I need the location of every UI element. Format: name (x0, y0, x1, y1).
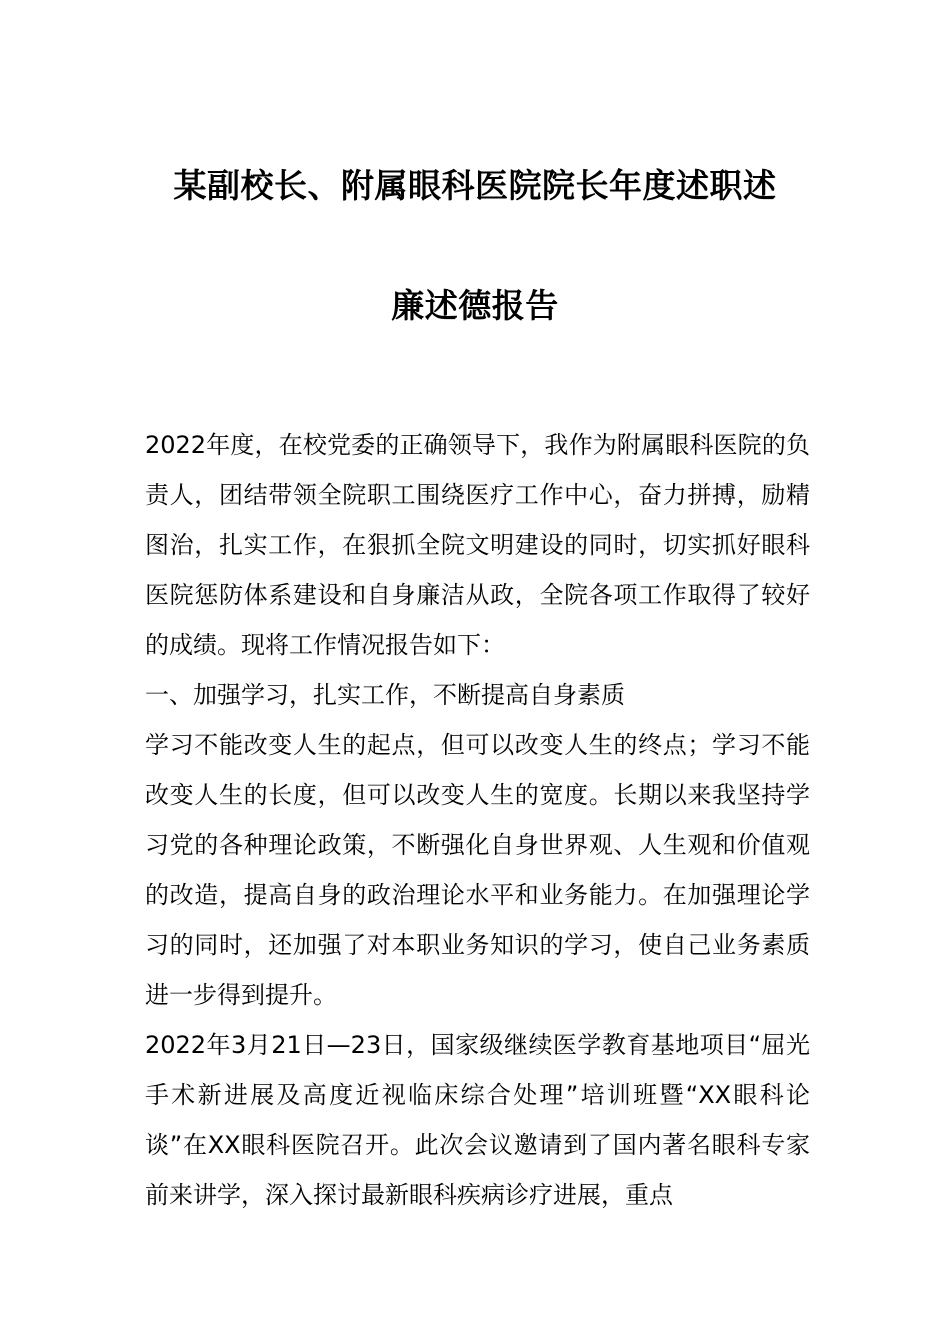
paragraph-training: 2022年3月21日—23日，国家级继续医学教育基地项目“屈光手术新进展及高度近视临床综合处理”培训班暨“XX眼科论谈”在XX眼科医院召开。此次会议邀请到了国内著名眼科专家前来讲学，深入探讨最新眼科疾病诊疗进展，重点 (145, 1031, 810, 1209)
section-heading-1: 一、加强学习，扎实工作，不断提高自身素质 (145, 681, 625, 709)
document-title-line-1: 某副校长、附属眼科医院院长年度述职述 (173, 166, 777, 205)
paragraph-study: 学习不能改变人生的起点，但可以改变人生的终点；学习不能改变人生的长度，但可以改变人生的宽度。长期以来我坚持学习党的各种理论政策，不断强化自身世界观、人生观和价值观的改造，提高自身的政治理论水平和业务能力。在加强理论学习的同时，还加强了对本职业务知识的学习，使自己业务素质进一步得到提升。 (145, 731, 810, 1009)
document-body (145, 420, 810, 1220)
paragraph-intro: 2022年度，在校党委的正确领导下，我作为附属眼科医院的负责人，团结带领全院职工围绕医疗工作中心，奋力拼搏，励精图治，扎实工作，在狠抓全院文明建设的同时，切实抓好眼科医院惩防体系建设和自身廉洁从政，全院各项工作取得了较好的成绩。现将工作情况报告如下： (145, 431, 810, 659)
document-title-line-2: 廉述德报告 (391, 286, 559, 325)
